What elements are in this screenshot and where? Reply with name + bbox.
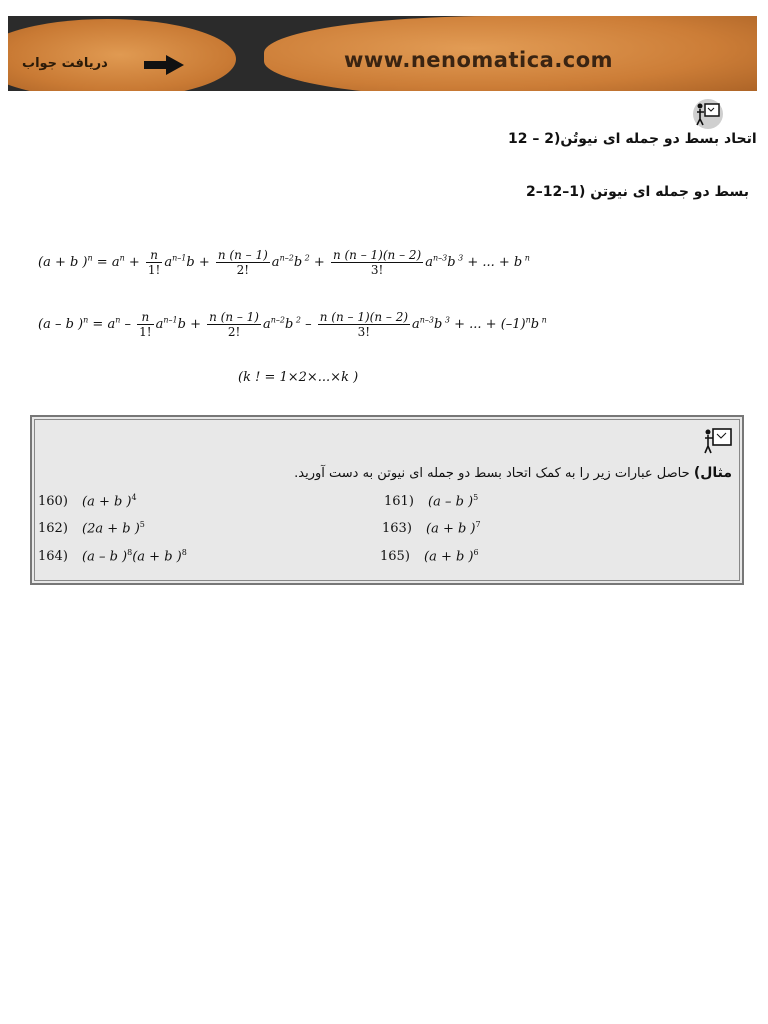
exercise-item: 162) (2a + b )$^5$ [38, 520, 145, 537]
factorial-definition: (k ! = 1×2×...×k ) [238, 370, 359, 385]
exercise-item: 165) (a + b )$^6$ [380, 548, 479, 565]
example-instruction [294, 465, 732, 481]
binomial-expansion-minus: (a – b )$^n = a^n$ – $\frac{n}{1!}$ $a^{n-1}b$ + $\frac{n (n - 1)}{2!}$ $a^{n-2}b$ $^2$ – $\frac{n (n - 1)(n - 2)}{3!}$ $a^{n-3}b$ $^3$ + ... + $(-1)^nb$ $^n$ [38, 310, 547, 339]
section-title: 12 – 2)اتحاد بسط دو جمله ای نیوتُن [508, 131, 757, 147]
teacher-board-icon [702, 425, 734, 457]
example-label: مثال) [693, 465, 732, 481]
exercise-item: 164) (a – b )$^8$(a + b )$^8$ [38, 548, 187, 565]
header-banner [8, 16, 757, 91]
exercise-item: 163) (a + b )$^7$ [382, 520, 481, 537]
exercise-item: 160) (a + b )$^4$ [38, 493, 137, 510]
binomial-expansion-plus: (a + b )$^n = a^n$ + $\frac{n}{1!}$ $a^{n-1}b$ + $\frac{n (n - 1)}{2!}$ $a^{n-2}b$ $^2$ + $\frac{n (n - 1)(n - 2)}{3!}$ $a^{n-3}b$ $^3$ + ... + b $^n$ [38, 248, 530, 277]
example-instruction-text: حاصل عبارات زیر را به کمک اتحاد بسط دو جمله ای نیوتن به دست آورید. [294, 466, 690, 481]
site-url-link[interactable]: www.nenomatica.com [344, 48, 614, 72]
section-subtitle: 2–12–1) بسط دو جمله ای نیوتن [526, 184, 750, 200]
example-box [30, 415, 744, 585]
exercise-item: 161) (a – b )$^5$ [384, 493, 479, 510]
receive-answer-button[interactable] [22, 54, 172, 76]
receive-answer-label: دریافت جواب [22, 56, 108, 71]
arrow-right-icon [142, 54, 186, 76]
teacher-board-icon [692, 98, 724, 130]
